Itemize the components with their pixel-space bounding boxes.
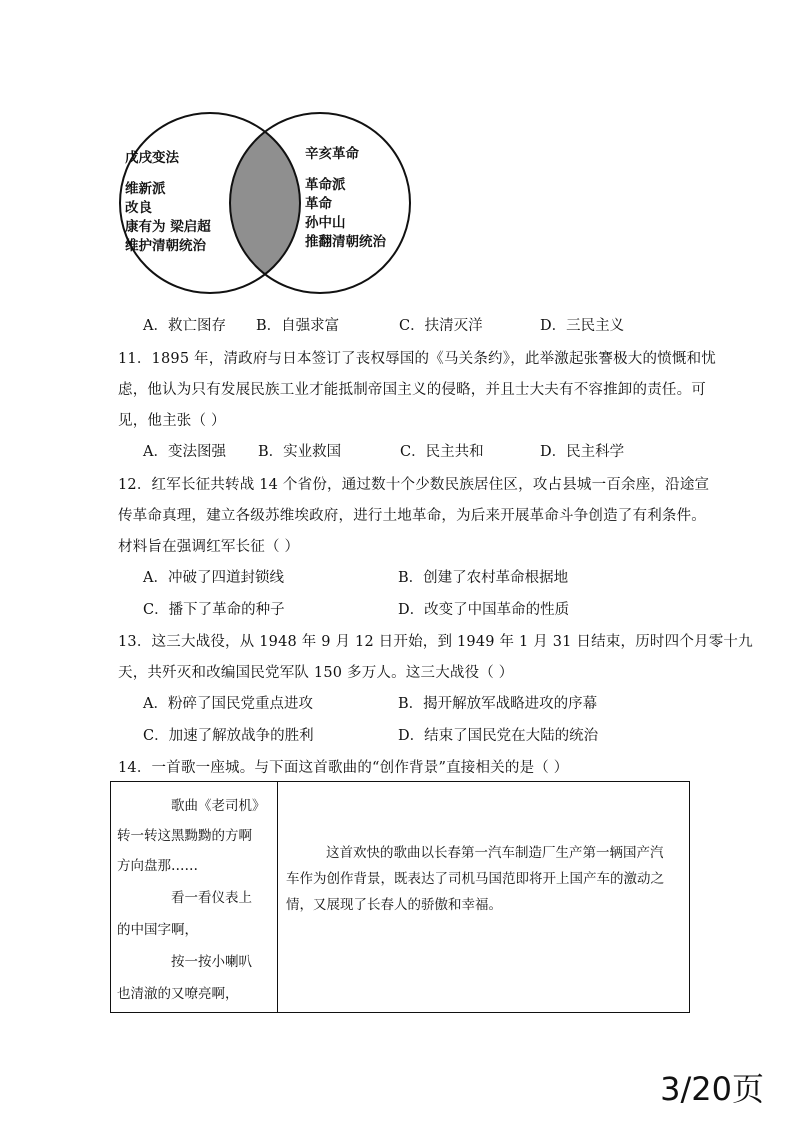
q12-option-a: A．冲破了四道封锁线 <box>143 570 284 586</box>
q10-option-d: D．三民主义 <box>540 318 625 334</box>
q12-stem-line: 12．红军长征共转战 14 个省份，通过数十个少数民族居住区，攻占县城一百余座，沿途宣 <box>118 477 710 493</box>
description-line: 车作为创作背景，既表达了司机马国范即将开上国产车的激动之 <box>286 871 664 887</box>
q13-option-a: A．粉碎了国民党重点进攻 <box>143 696 313 712</box>
q12-option-d: D．改变了中国革命的性质 <box>398 602 570 618</box>
lyrics-line: 方向盘那…… <box>117 858 198 874</box>
venn-right-line: 革命 <box>305 196 332 212</box>
venn-left-text <box>125 149 211 256</box>
q11-option-b: B．实业救国 <box>258 444 342 460</box>
song-table <box>110 781 690 1013</box>
lyrics-line: 转一转这黑黝黝的方啊 <box>117 828 252 844</box>
description-line: 这首欢快的歌曲以长春第一汽车制造厂生产第一辆国产汽 <box>326 845 664 861</box>
lyrics-line: 的中国字啊， <box>117 922 198 938</box>
venn-right-line: 革命派 <box>305 177 346 193</box>
q10-option-c: C．扶清灭洋 <box>399 318 483 334</box>
venn-right-line: 推翻清朝统治 <box>305 234 386 250</box>
venn-left-line: 维护清朝统治 <box>125 238 206 254</box>
q11-stem-line: 见，他主张（ ） <box>118 413 226 429</box>
q12-stem-line: 材料旨在强调红军长征（ ） <box>118 539 300 555</box>
q12-option-b: B．创建了农村革命根据地 <box>398 570 569 586</box>
q14-stem: 14．一首歌一座城。与下面这首歌曲的“创作背景”直接相关的是（ ） <box>118 760 569 776</box>
q11-stem-line: 虑，他认为只有发展民族工业才能抵制帝国主义的侵略，并且士大夫有不容推卸的责任。可 <box>118 382 706 398</box>
venn-left-line: 改良 <box>125 200 152 216</box>
venn-left-line: 康有为 梁启超 <box>125 219 211 235</box>
q11-stem-line: 11．1895 年，清政府与日本签订了丧权辱国的《马关条约》，此举激起张謇极大的愤慨和忧 <box>118 351 717 367</box>
description-line: 情，又展现了长春人的骄傲和幸福。 <box>286 897 502 913</box>
page-number: 3/20页 <box>660 1070 764 1108</box>
venn-left-line: 维新派 <box>125 181 166 197</box>
q10-option-a: A．救亡图存 <box>143 318 226 334</box>
q13-stem-line: 天，共歼灭和改编国民党军队 150 多万人。这三大战役（ ） <box>118 665 514 681</box>
lyrics-cell <box>111 782 278 1012</box>
venn-right-text <box>305 145 386 252</box>
lyrics-title: 歌曲《老司机》 <box>171 798 266 814</box>
q13-stem-line: 13．这三大战役，从 1948 年 9 月 12 日开始，到 1949 年 1 月 31 日结束，历时四个月零十九 <box>118 634 753 650</box>
lyrics-line: 也清澈的又嘹亮啊， <box>117 986 239 1002</box>
q13-option-c: C．加速了解放战争的胜利 <box>143 728 314 744</box>
venn-right-title: 辛亥革命 <box>305 146 359 162</box>
q11-option-c: C．民主共和 <box>400 444 484 460</box>
description-cell <box>286 840 681 918</box>
q12-stem-line: 传革命真理，建立各级苏维埃政府，进行土地革命，为后来开展革命斗争创造了有利条件。 <box>118 508 706 524</box>
q13-option-d: D．结束了国民党在大陆的统治 <box>398 728 599 744</box>
q13-option-b: B．揭开解放军战略进攻的序幕 <box>398 696 598 712</box>
venn-right-line: 孙中山 <box>305 215 346 231</box>
venn-diagram <box>115 105 415 305</box>
q10-option-b: B．自强求富 <box>256 318 340 334</box>
q12-option-c: C．播下了革命的种子 <box>143 602 285 618</box>
q11-option-d: D．民主科学 <box>540 444 625 460</box>
lyrics-line: 看一看仪表上 <box>171 890 252 906</box>
lyrics-line: 按一按小喇叭 <box>171 954 252 970</box>
q11-option-a: A．变法图强 <box>143 444 226 460</box>
venn-left-title: 戊戌变法 <box>125 150 179 166</box>
